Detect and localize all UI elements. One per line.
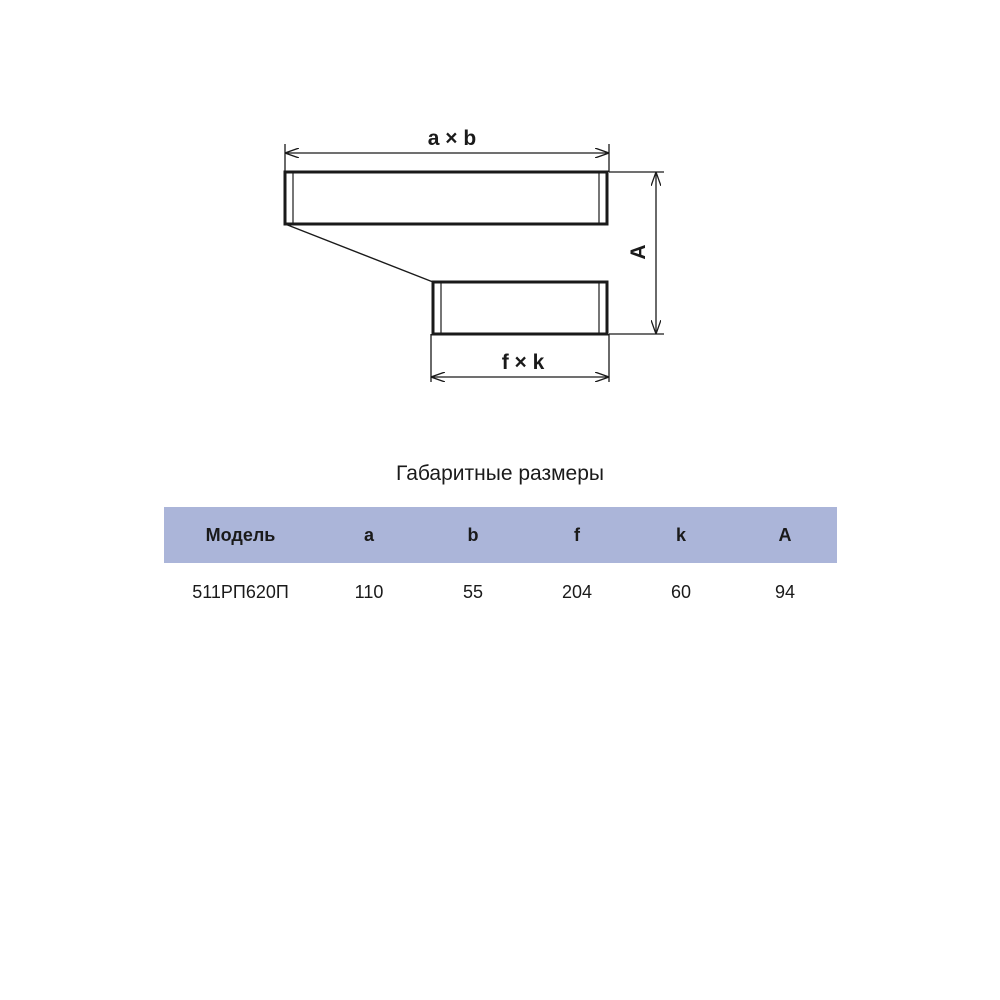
header-a: a (317, 507, 421, 563)
transition-slope (285, 224, 433, 282)
table-title: Габаритные размеры (396, 462, 604, 485)
header-k: k (629, 507, 733, 563)
label-a-x-b: a × b (427, 127, 477, 150)
cell-A: 94 (774, 581, 796, 602)
cell-k: 60 (670, 581, 692, 602)
small-channel-body (433, 282, 607, 334)
transition-piece-diagram (0, 0, 1000, 430)
header-model: Модель (164, 507, 317, 563)
cell-b: 55 (462, 581, 484, 602)
dimensions-table (164, 507, 837, 621)
cell-a: 110 (354, 581, 384, 602)
table-header-row (164, 507, 837, 563)
header-A: A (733, 507, 837, 563)
cell-f: 204 (561, 581, 593, 602)
header-b: b (421, 507, 525, 563)
table-row (164, 563, 837, 621)
header-f: f (525, 507, 629, 563)
label-A: A (627, 244, 650, 260)
large-channel-body (285, 172, 607, 224)
label-f-x-k: f × k (501, 351, 545, 374)
duct-outline (285, 172, 607, 334)
cell-model: 511РП620П (192, 581, 289, 602)
